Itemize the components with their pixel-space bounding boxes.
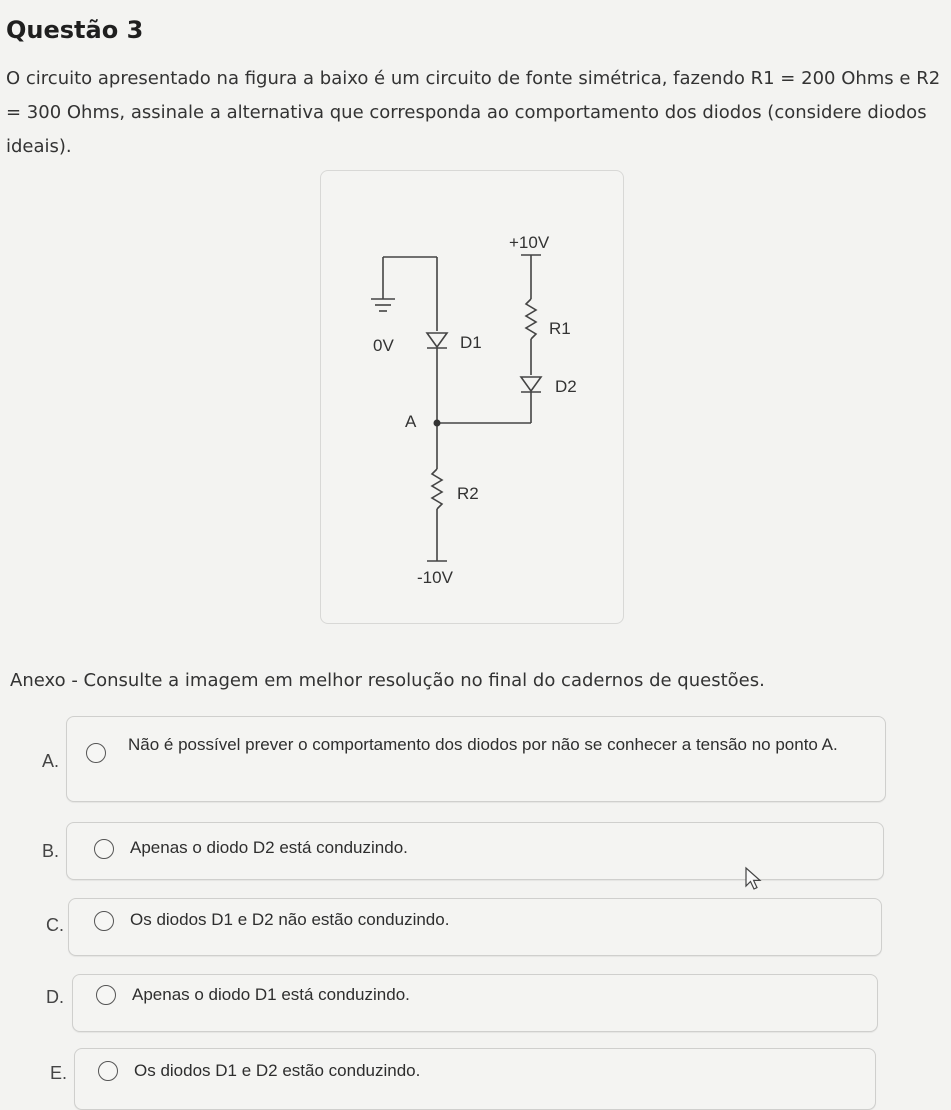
option-b-letter: B. (42, 841, 60, 861)
option-c-text: Os diodos D1 e D2 não estão conduzindo. (130, 910, 450, 929)
option-a-text: Não é possível prever o comportamento dos diodos por não se conhecer a tensão no ponto A. (128, 735, 838, 754)
minus-10v-label: -10V (417, 568, 453, 587)
r1-resistor-icon (526, 299, 536, 339)
option-c[interactable] (0, 898, 951, 956)
option-e-letter: E. (50, 1063, 68, 1083)
option-a[interactable] (0, 716, 951, 802)
option-e[interactable] (0, 1048, 951, 1101)
ground-icon (371, 299, 395, 311)
option-a-letter: A. (42, 751, 60, 771)
ground-0v-label: 0V (373, 336, 394, 355)
question-title: Questão 3 (6, 16, 144, 44)
question-statement: O circuito apresentado na figura a baixo é um circuito de fonte simétrica, fazendo R1 = 200 Ohms e R2 = 300 Ohms, assinale a alternativa que corresponda ao comportamento dos diodos (considere diodos ideais). (6, 68, 941, 157)
node-a-label: A (405, 412, 417, 431)
option-d-letter: D. (46, 987, 64, 1007)
circuit-diagram (321, 171, 623, 623)
option-b-radio[interactable] (94, 839, 114, 859)
option-a-radio[interactable] (86, 743, 106, 763)
mouse-cursor-icon (744, 866, 764, 892)
d1-diode-icon (427, 333, 447, 348)
option-c-radio[interactable] (94, 911, 114, 931)
r1-label: R1 (549, 319, 571, 338)
option-e-radio[interactable] (98, 1061, 118, 1081)
option-a-box[interactable] (66, 716, 886, 802)
circuit-figure (320, 170, 624, 624)
option-d-radio[interactable] (96, 985, 116, 1005)
annex-note: Anexo - Consulte a imagem em melhor resolução no final do cadernos de questões. (10, 670, 765, 691)
node-a-dot (434, 420, 441, 427)
d2-diode-icon (521, 377, 541, 392)
d2-label: D2 (555, 377, 577, 396)
r2-label: R2 (457, 484, 479, 503)
option-e-text: Os diodos D1 e D2 estão conduzindo. (134, 1061, 421, 1080)
d1-label: D1 (460, 333, 482, 352)
option-d-text: Apenas o diodo D1 está conduzindo. (132, 985, 410, 1004)
r2-resistor-icon (432, 469, 442, 509)
option-b-text: Apenas o diodo D2 está conduzindo. (130, 838, 408, 857)
option-c-letter: C. (46, 915, 64, 935)
option-b[interactable] (0, 822, 951, 880)
option-d[interactable] (0, 974, 951, 1032)
plus-10v-label: +10V (509, 233, 550, 252)
